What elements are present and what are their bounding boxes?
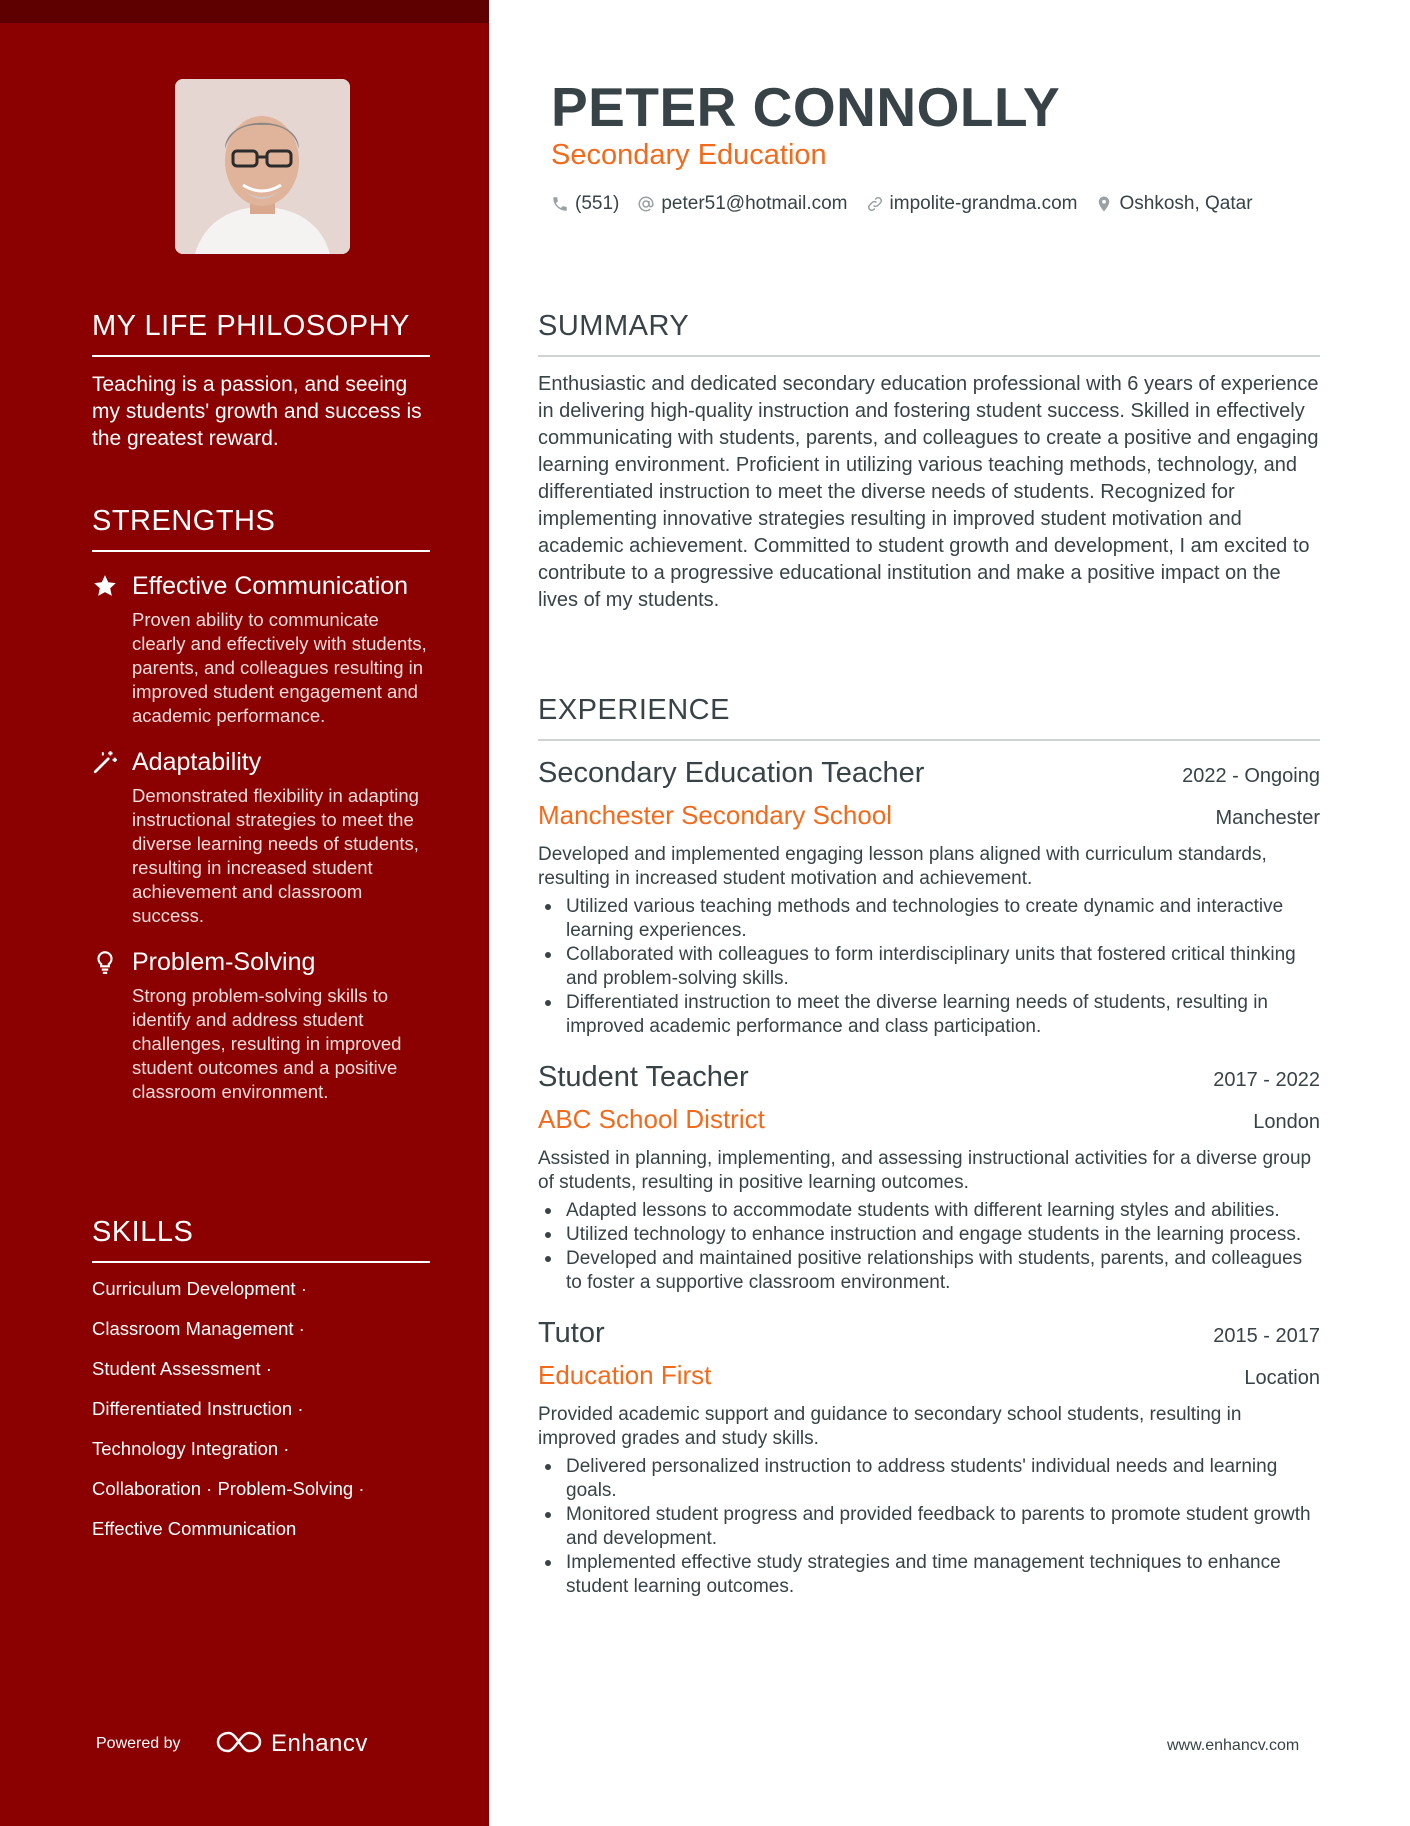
candidate-name: PETER CONNOLLY [551, 76, 1061, 138]
email-text: peter51@hotmail.com [661, 193, 848, 214]
job-entry [538, 757, 1320, 1039]
skill-line: Collaboration · Problem-Solving · [92, 1478, 365, 1499]
job-title: Secondary Education Teacher [538, 757, 925, 789]
experience-heading: EXPERIENCE [538, 694, 1320, 741]
strength-description: Proven ability to communicate clearly and effectively with students, parents, and colleagues resulting in improved student engagement and academic performance. [132, 609, 427, 726]
strength-item [92, 570, 430, 728]
skill-line: Classroom Management · [92, 1318, 305, 1339]
job-bullets [538, 895, 1320, 1039]
job-location: London [1253, 1111, 1320, 1133]
lightbulb-icon [92, 949, 118, 975]
job-bullet: Differentiated instruction to meet the diverse learning needs of students, resulting in improved academic performance and class participation. [538, 991, 1320, 1039]
sidebar [0, 0, 489, 1826]
job-location: Manchester [1215, 807, 1320, 829]
job-bullet: Utilized various teaching methods and technologies to create dynamic and interactive learning experiences. [538, 895, 1320, 943]
phone-text: (551) [575, 193, 620, 214]
strength-description: Strong problem-solving skills to identify and address student challenges, resulting in improved student outcomes and a positive classroom environment. [132, 985, 402, 1102]
job-dates: 2017 - 2022 [1213, 1069, 1320, 1091]
job-company: ABC School District [538, 1104, 765, 1134]
enhancv-wordmark: Enhancv [271, 1730, 368, 1757]
candidate-role: Secondary Education [551, 139, 827, 171]
job-description: Assisted in planning, implementing, and assessing instructional activities for a diverse group of students, resulting in positive learning outcomes. [538, 1148, 1312, 1193]
profile-photo [175, 79, 350, 254]
summary-section [538, 310, 1320, 614]
skills-list [92, 1277, 430, 1541]
phone-icon [551, 195, 569, 213]
skills-section [92, 1216, 430, 1557]
job-bullet: Implemented effective study strategies and time management techniques to enhance student learning outcomes. [538, 1551, 1320, 1599]
link-icon [866, 195, 884, 213]
job-title: Tutor [538, 1317, 605, 1349]
job-location: Location [1244, 1367, 1320, 1389]
magic-wand-icon [92, 749, 118, 775]
strength-description: Demonstrated flexibility in adapting instructional strategies to meet the diverse learning needs of students, resulting in increased student achievement and classroom success. [132, 785, 419, 926]
location-pin-icon [1095, 195, 1113, 213]
job-title: Student Teacher [538, 1061, 749, 1093]
job-company: Education First [538, 1360, 712, 1390]
experience-section [538, 694, 1320, 1599]
contact-phone[interactable] [551, 193, 619, 215]
job-dates: 2022 - Ongoing [1182, 765, 1320, 787]
strengths-section [92, 505, 430, 1104]
strength-item [92, 746, 430, 928]
job-bullet: Developed and maintained positive relationships with students, parents, and colleagues to foster a supportive classroom environment. [538, 1247, 1320, 1295]
job-bullet: Collaborated with colleagues to form interdisciplinary units that fostered critical thinking and problem-solving skills. [538, 943, 1320, 991]
job-bullet: Delivered personalized instruction to address students' individual needs and learning goals. [538, 1455, 1320, 1503]
skill-line: Effective Communication [92, 1518, 297, 1539]
philosophy-heading: MY LIFE PHILOSOPHY [92, 310, 430, 357]
enhancv-logo[interactable] [215, 1728, 375, 1760]
at-sign-icon [637, 195, 655, 213]
contact-bar [551, 193, 1253, 215]
job-description: Provided academic support and guidance to secondary school students, resulting in improved grades and study skills. [538, 1404, 1242, 1449]
job-bullet: Utilized technology to enhance instruction and engage students in the learning process. [538, 1223, 1320, 1247]
philosophy-section [92, 310, 430, 452]
powered-by-label: Powered by [96, 1735, 181, 1752]
skill-line: Differentiated Instruction · [92, 1398, 304, 1419]
strength-item [92, 946, 430, 1104]
skill-line: Curriculum Development · [92, 1278, 307, 1299]
skill-line: Student Assessment · [92, 1358, 272, 1379]
location-text: Oshkosh, Qatar [1119, 193, 1253, 214]
job-dates: 2015 - 2017 [1213, 1325, 1320, 1347]
job-description: Developed and implemented engaging lesson plans aligned with curriculum standards, resulting in increased student motivation and achievement. [538, 844, 1267, 889]
summary-text: Enthusiastic and dedicated secondary education professional with 6 years of experience in delivering high-quality instruction and fostering student success. Skilled in effectively communicating with students, parents, and colleagues to create a positive and engaging learning environment. Proficient in utilizing various teaching methods, technology, and differentiated instruction to meet the diverse needs of students. Recognized for implementing innovative strategies resulting in improved student motivation and academic achievement. Committed to student growth and development, I am excited to contribute to a progressive educational institution and make a positive impact on the lives of my students. [538, 373, 1319, 611]
skill-line: Technology Integration · [92, 1438, 290, 1459]
job-entry [538, 1061, 1320, 1295]
footer-website-link[interactable]: www.enhancv.com [1167, 1737, 1300, 1754]
strengths-heading: STRENGTHS [92, 505, 430, 552]
strength-title: Problem-Solving [132, 948, 316, 976]
strength-title: Effective Communication [132, 572, 409, 600]
contact-location [1095, 193, 1252, 215]
enhancv-logo-icon [215, 1729, 263, 1760]
job-bullets [538, 1455, 1320, 1599]
job-bullets [538, 1199, 1320, 1295]
philosophy-text: Teaching is a passion, and seeing my students' growth and success is the greatest reward. [92, 373, 422, 450]
job-bullet: Monitored student progress and provided feedback to parents to promote student growth and development. [538, 1503, 1320, 1551]
star-icon [92, 573, 118, 599]
contact-website[interactable] [866, 193, 1078, 215]
contact-email[interactable] [637, 193, 847, 215]
job-entry [538, 1317, 1320, 1599]
job-bullet: Adapted lessons to accommodate students with different learning styles and abilities. [538, 1199, 1320, 1223]
sidebar-top-bar [0, 0, 489, 23]
job-company: Manchester Secondary School [538, 800, 893, 830]
strength-title: Adaptability [132, 748, 262, 776]
skills-heading: SKILLS [92, 1216, 430, 1263]
website-text: impolite-grandma.com [889, 193, 1078, 214]
summary-heading: SUMMARY [538, 310, 1320, 357]
